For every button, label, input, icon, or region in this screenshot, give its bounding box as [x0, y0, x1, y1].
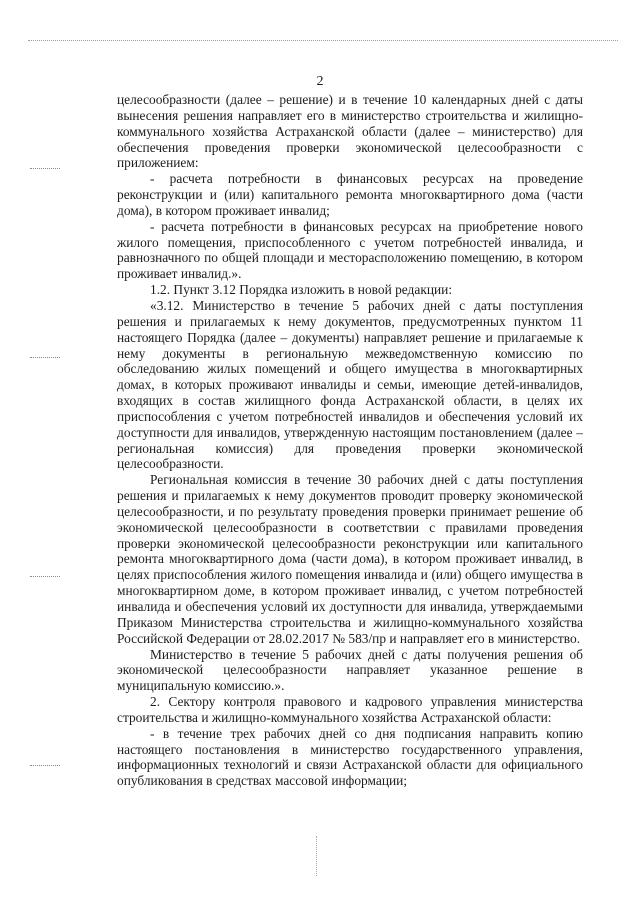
scan-artifact-mark — [316, 836, 327, 876]
page-number: 2 — [316, 74, 324, 89]
document-body — [117, 92, 583, 789]
paragraph: Министерство в течение 5 рабочих дней с даты получения решения об экономической целесообразности направляет указанное решение в муниципальную комиссию.». — [117, 646, 583, 694]
paragraph: «3.12. Министерство в течение 5 рабочих дней с даты поступления решения и прилагаемых к нему документов, предусмотренных пунктом 11 настоящего Порядка (далее – документы) направляет решение и прилагаемые к нему документы в региональную межведомственную комиссию по обследованию жилых помещений и общего имущества в многоквартирных домах, в которых проживают инвалиды и семьи, имеющие детей-инвалидов, входящих в состав жилищного фонда Астраханской области, в целях их приспособления с учетом потребностей инвалидов и обеспечения условий их доступности для инвалидов, утвержденную настоящим постановлением (далее – региональная комиссия) для проведения проверки экономической целесообразности. — [117, 297, 583, 472]
paragraph: 1.2. Пункт 3.12 Порядка изложить в новой редакции: — [150, 282, 453, 298]
paragraph: - расчета потребности в финансовых ресурсах на проведение реконструкции и (или) капитального ремонта многоквартирного дома (части дома), в котором проживает инвалид; — [117, 171, 583, 218]
paragraph: Региональная комиссия в течение 30 рабочих дней с даты поступления решения и прилагаемых к нему документов проводит проверку экономической целесообразности, и по результату проведения проверки принимает решение об экономической целесообразности в соответствии с правилами проведения проверки экономической целесообразности реконструкции или капитального ремонта многоквартирного дома (части дома), в котором проживает инвалид, в целях приспособления жилого помещения инвалида и (или) общего имущества в многоквартирном доме, в котором проживает инвалид, с учетом потребностей инвалида и обеспечения условий их доступности для инвалида, утверждаемыми Приказом Министерства строительства и жилищно-коммунального хозяйства Российской Федерации от 28.02.2017 № 583/пр и направляет его в министерство. — [117, 472, 583, 646]
scan-margin-mark — [30, 765, 60, 766]
paragraph: целесообразности (далее – решение) и в течение 10 календарных дней с даты вынесения решения направляет его в министерство строительства и жилищно-коммунального хозяйства Астраханской области (далее – министерство) для обеспечения проведения проверки экономической целесообразности с приложением: — [117, 92, 583, 171]
scan-top-edge — [28, 40, 618, 41]
paragraph: - в течение трех рабочих дней со дня подписания направить копию настоящего постановления в министерство государственного управления, информационных технологий и связи Астраханской области для официального опубликования в средствах массовой информации; — [117, 725, 583, 789]
scan-margin-mark — [30, 357, 60, 358]
paragraph: - расчета потребности в финансовых ресурсах на приобретение нового жилого помещения, приспособленного с учетом потребностей инвалида, и равнозначного по общей площади и месторасположению помещению, в котором проживает инвалид.». — [117, 218, 583, 282]
scan-margin-mark — [30, 576, 60, 577]
scan-margin-mark — [30, 168, 60, 169]
paragraph: 2. Сектору контроля правового и кадрового управления министерства строительства и жилищно-коммунального хозяйства Астраханской области: — [117, 694, 583, 725]
